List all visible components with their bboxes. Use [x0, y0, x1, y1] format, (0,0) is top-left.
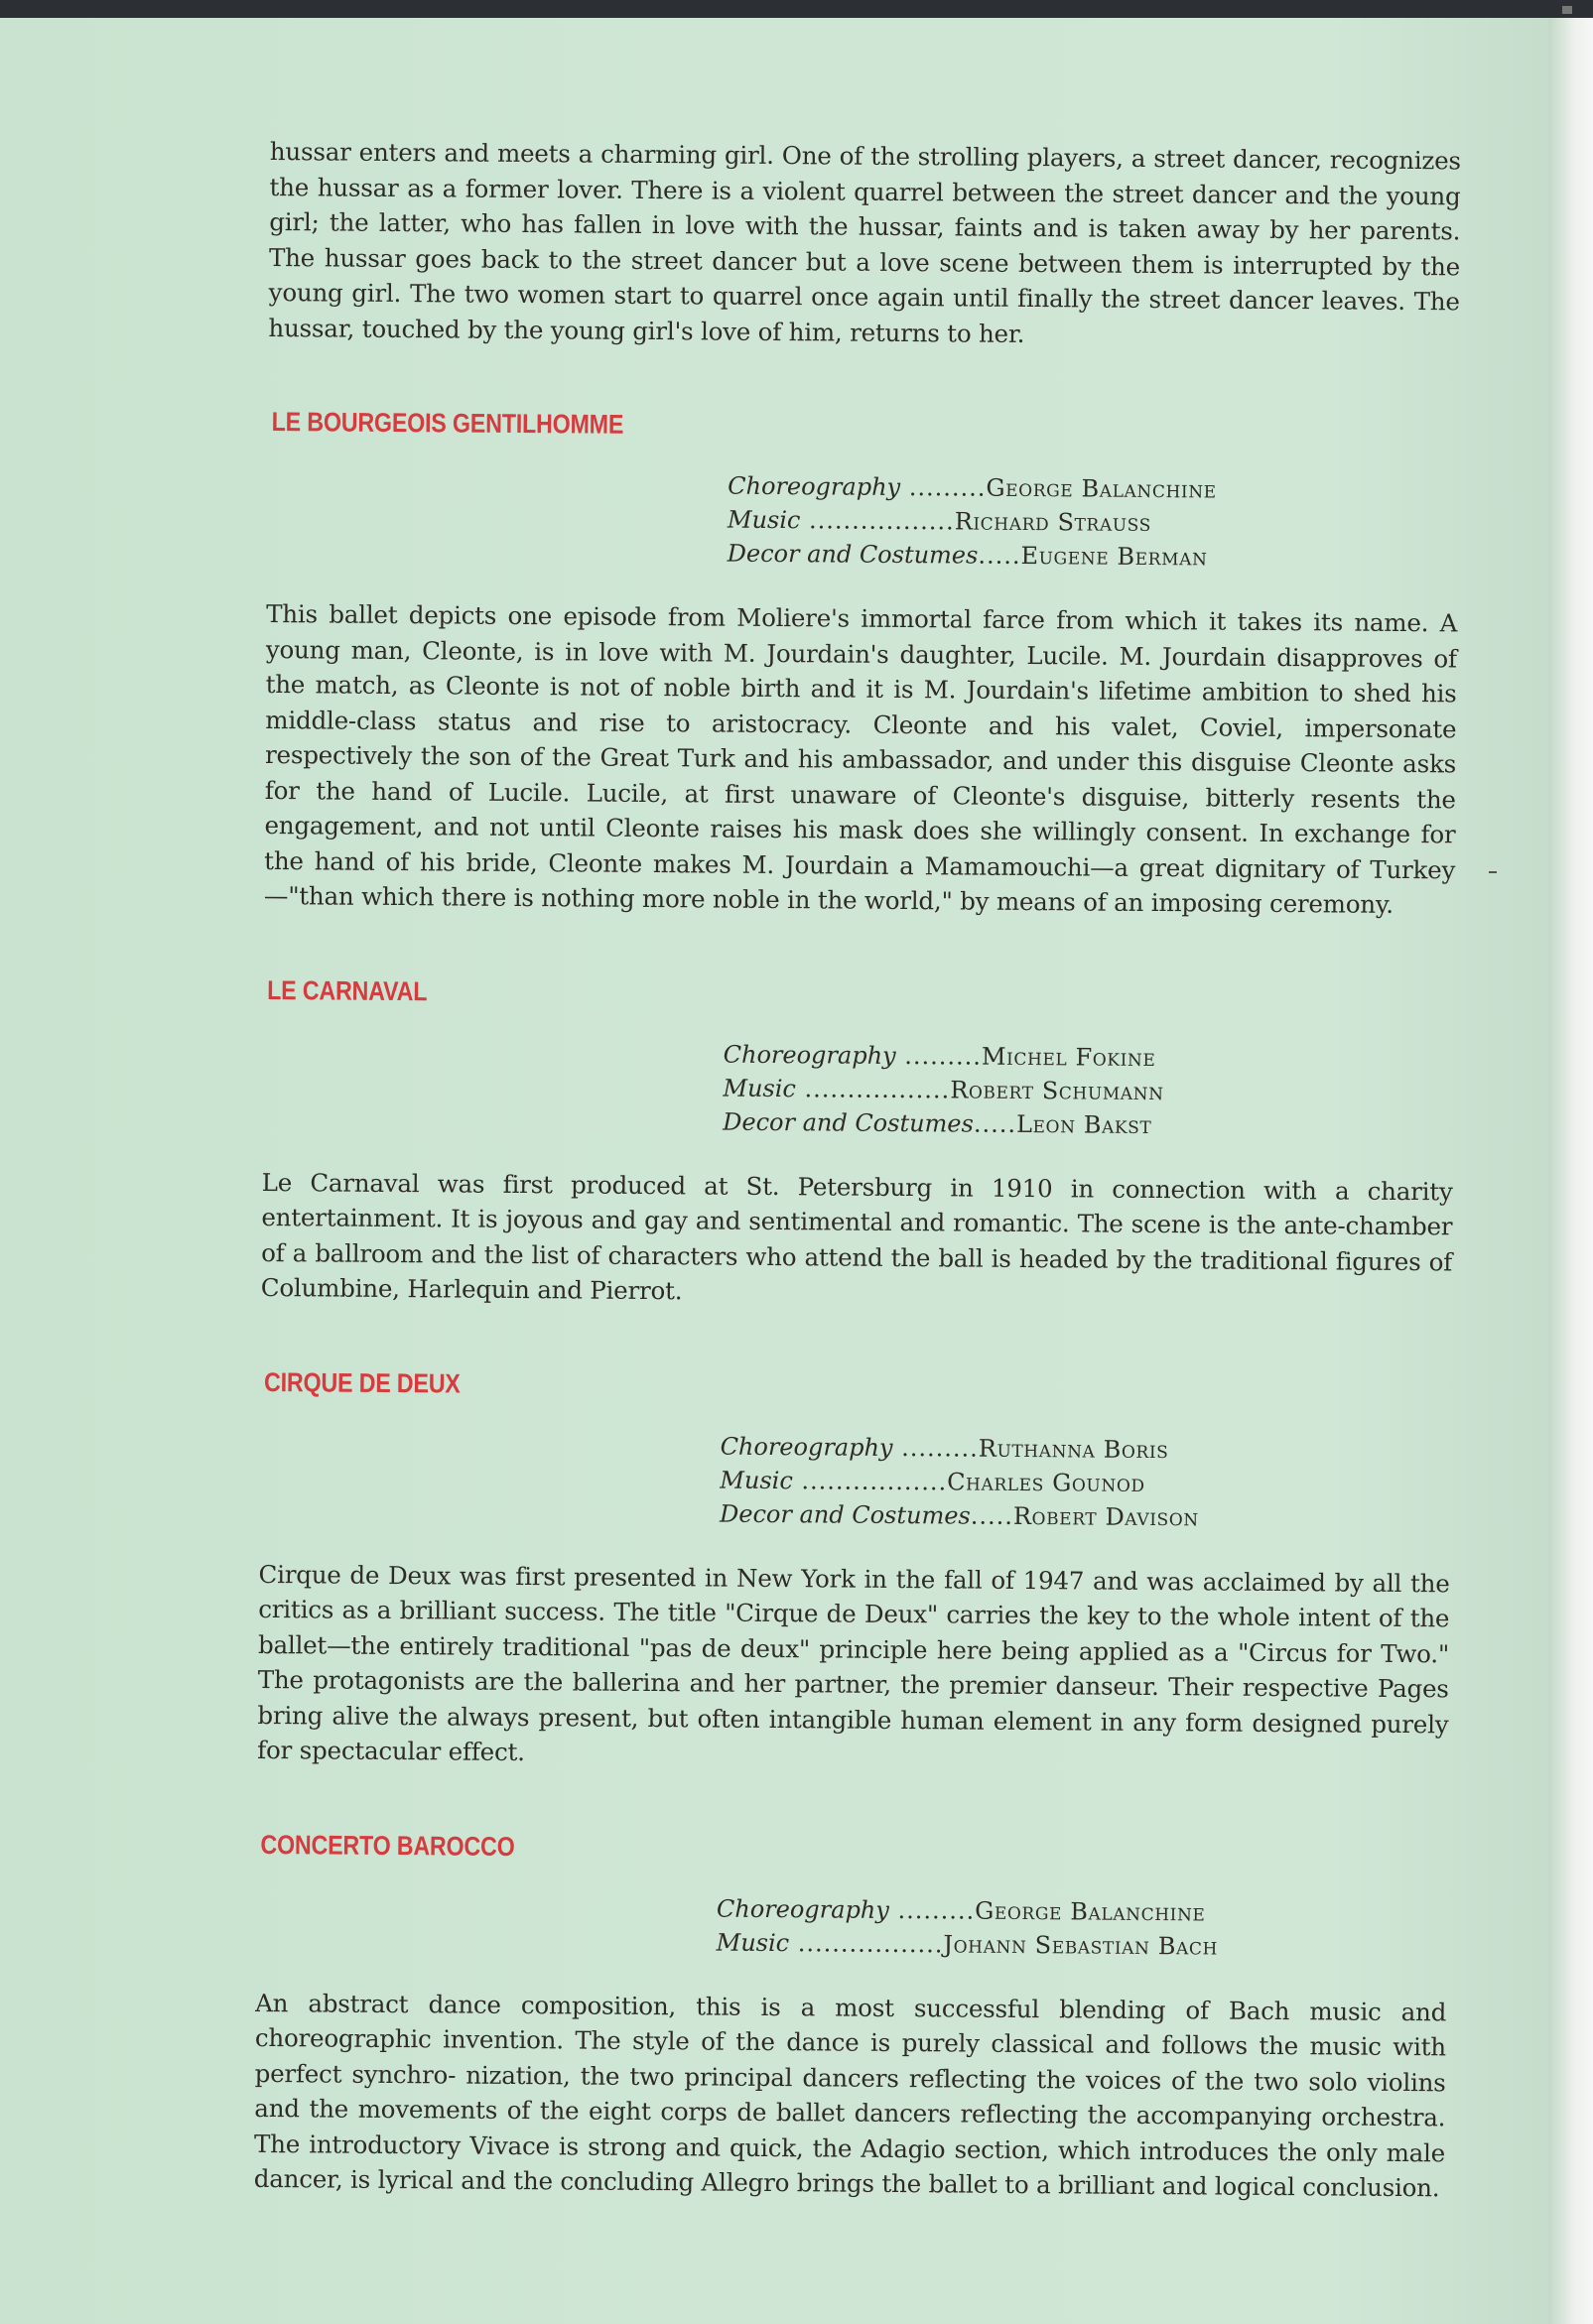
text-line: Le Carnaval was first produced at St. Petersburg in 1910 in connection with a charity entertainment. — [261, 1167, 1453, 1233]
credit-role: Music — [727, 505, 801, 535]
ballet-section — [261, 974, 1455, 1314]
credit-leader-dots: ..... — [973, 1109, 1017, 1138]
credit-role: Decor and Costumes — [727, 539, 979, 570]
text-line: An abstract dance composition, this is a most successful blending of Bach music and choreographic — [254, 1988, 1447, 2054]
text-line: ballet—the entirely traditional "pas de deux" principle here being applied as a "Circus for Two." — [257, 1629, 1450, 1668]
ballet-sections — [254, 407, 1459, 2206]
text-line: critics as a brilliant success. The title "Cirque de Deux" carries the key to the whole intent of the — [258, 1594, 1450, 1633]
credit-role: Choreography — [716, 1894, 889, 1924]
credit-row — [720, 1496, 1450, 1536]
credit-row — [724, 1037, 1454, 1077]
credit-role: Choreography — [728, 471, 901, 501]
corner-mark — [1562, 6, 1572, 14]
text-line: invention. The style of the dance is purely classical and follows the music with perfect synchro- — [254, 2024, 1447, 2090]
credits-block — [717, 1891, 1448, 1965]
credit-leader-dots: ......... — [888, 1895, 976, 1925]
section-title: CIRQUE DE DEUX — [264, 1366, 461, 1399]
credit-name: Robert Schumann — [950, 1075, 1164, 1105]
section-title: LE BOURGEOIS GENTILHOMME — [271, 407, 624, 440]
section-description — [264, 596, 1457, 923]
text-line: hussar goes back to the street dancer but a love scene between them is interrupted by the young girl. — [268, 242, 1461, 309]
credit-row — [720, 1429, 1450, 1469]
section-description — [261, 1164, 1453, 1314]
ballet-section — [254, 1829, 1448, 2205]
text-line: the latter, who has fallen in love with the hussar, faints and is taken away by her parents. The — [268, 207, 1461, 272]
text-line: Cleonte makes M. Jourdain a Mamamouchi—a great dignitary of Turkey—"than which there is — [263, 847, 1456, 913]
page-edge-shadow — [1548, 18, 1593, 2324]
text-line: bring alive the always present, but often intangible human element in any form designed purely — [257, 1700, 1449, 1739]
text-line: Cirque de Deux was first presented in New York in the fall of 1947 and was acclaimed by all the — [258, 1559, 1450, 1598]
text-line: and the concluding Allegro brings the ballet to a brilliant and logical conclusion. — [461, 2165, 1440, 2203]
credit-leader-dots: ................. — [800, 506, 955, 536]
credit-row — [717, 1925, 1447, 1965]
text-line: until Cleonte raises his mask does she willingly consent. In exchange for the hand of his bride, — [264, 813, 1456, 877]
text-line: by the young girl's love of him, returns to her. — [466, 315, 1025, 348]
text-line: nothing more noble in the world," by means of an imposing ceremony. — [541, 883, 1394, 919]
text-line: Harlequin and Pierrot. — [407, 1274, 683, 1306]
credit-row — [723, 1104, 1453, 1144]
credit-role: Music — [716, 1928, 790, 1957]
credit-leader-dots: ................. — [795, 1074, 951, 1103]
credit-name: Robert Davison — [1012, 1501, 1199, 1531]
credits-block — [723, 1037, 1454, 1144]
credit-name: Leon Bakst — [1015, 1109, 1152, 1139]
text-line: and the list of characters who attend the ball is headed by the traditional figures of Columbine, — [260, 1238, 1453, 1304]
credit-name: Richard Strauss — [954, 507, 1151, 537]
text-line: hussar as a former lover. There is a violent quarrel between the street dancer and the young girl; — [269, 172, 1461, 237]
credit-row — [723, 1071, 1453, 1110]
credit-name: Johann Sebastian Bach — [943, 1929, 1219, 1961]
credit-leader-dots: ..... — [970, 1501, 1014, 1530]
text-line: of the eight corps de ballet dancers reflecting the accompanying orchestra. The introductory — [253, 2095, 1446, 2160]
text-line: It is joyous and gay and sentimental and romantic. The scene is the ante-chamber of a ballroom — [261, 1204, 1453, 1268]
ballet-section — [264, 407, 1459, 923]
page-content — [254, 134, 1461, 2206]
intro-paragraph — [268, 134, 1461, 354]
margin-mark — [1489, 871, 1497, 873]
credit-role: Decor and Costumes — [723, 1107, 975, 1138]
credit-name: George Balanchine — [986, 473, 1217, 504]
text-line: The two women start to quarrel once again until finally the street dancer leaves. The hussar, touched — [268, 279, 1460, 344]
section-title: LE CARNAVAL — [267, 974, 428, 1006]
section-title: CONCERTO BAROCCO — [260, 1829, 515, 1862]
text-line: This ballet depicts one episode from Moliere's immortal farce from which it takes its name. A — [266, 598, 1458, 638]
text-line: hussar enters and meets a charming girl. One of the strolling players, a street dancer, recognizes the — [269, 136, 1461, 201]
text-line: the son of the Great Turk and his ambassador, and under this disguise Cleonte asks for the hand — [264, 741, 1457, 806]
credits-block — [720, 1429, 1451, 1536]
text-line: of Lucile. Lucile, at first unaware of Cleonte's disguise, bitterly resents the engagement, and not — [264, 776, 1456, 842]
credit-name: George Balanchine — [975, 1896, 1206, 1926]
credit-leader-dots: ..... — [978, 541, 1021, 570]
credit-leader-dots: ......... — [900, 472, 987, 502]
text-line: Vivace is strong and quick, the Adagio section, which introduces the only male dancer, is lyrical — [253, 2130, 1446, 2195]
credits-block — [728, 469, 1459, 577]
credit-name: Charles Gounod — [947, 1467, 1145, 1497]
credit-name: Michel Fokine — [981, 1042, 1156, 1072]
section-description — [257, 1556, 1450, 1776]
credit-role: Music — [723, 1074, 797, 1102]
ballet-section — [257, 1366, 1451, 1776]
credit-row — [717, 1891, 1447, 1931]
credit-role: Music — [720, 1466, 793, 1494]
text-line: the match, as Cleonte is not of noble birth and it is M. Jourdain's lifetime ambition to shed his — [265, 669, 1457, 709]
credit-role: Decor and Costumes — [719, 1499, 971, 1530]
credit-leader-dots: ......... — [895, 1041, 983, 1071]
credit-leader-dots: ................. — [792, 1466, 948, 1495]
text-line: nization, the two principal dancers reflecting the voices of the two solo violins and the movements — [254, 2060, 1446, 2125]
credit-leader-dots: ......... — [892, 1433, 979, 1463]
credit-leader-dots: ................. — [789, 1928, 944, 1958]
credit-role: Choreography — [720, 1432, 893, 1462]
credit-row — [728, 503, 1458, 543]
credit-name: Eugene Berman — [1020, 541, 1208, 572]
credit-row — [728, 469, 1458, 509]
text-line: young man, Cleonte, is in love with M. Jourdain's daughter, Lucile. M. Jourdain disapproves of — [265, 634, 1458, 673]
text-line: The protagonists are the ballerina and her partner, the premier danseur. Their respective Pages — [257, 1664, 1449, 1704]
text-line: for spectacular effect. — [257, 1735, 525, 1767]
scanner-top-edge — [0, 0, 1593, 18]
text-line: middle-class status and rise to aristocracy. Cleonte and his valet, Coviel, impersonate respectively — [264, 705, 1457, 771]
section-description — [254, 1985, 1447, 2205]
credit-row — [728, 537, 1458, 577]
credit-row — [720, 1463, 1450, 1502]
credit-name: Ruthanna Boris — [978, 1434, 1169, 1464]
credit-role: Choreography — [723, 1040, 896, 1070]
